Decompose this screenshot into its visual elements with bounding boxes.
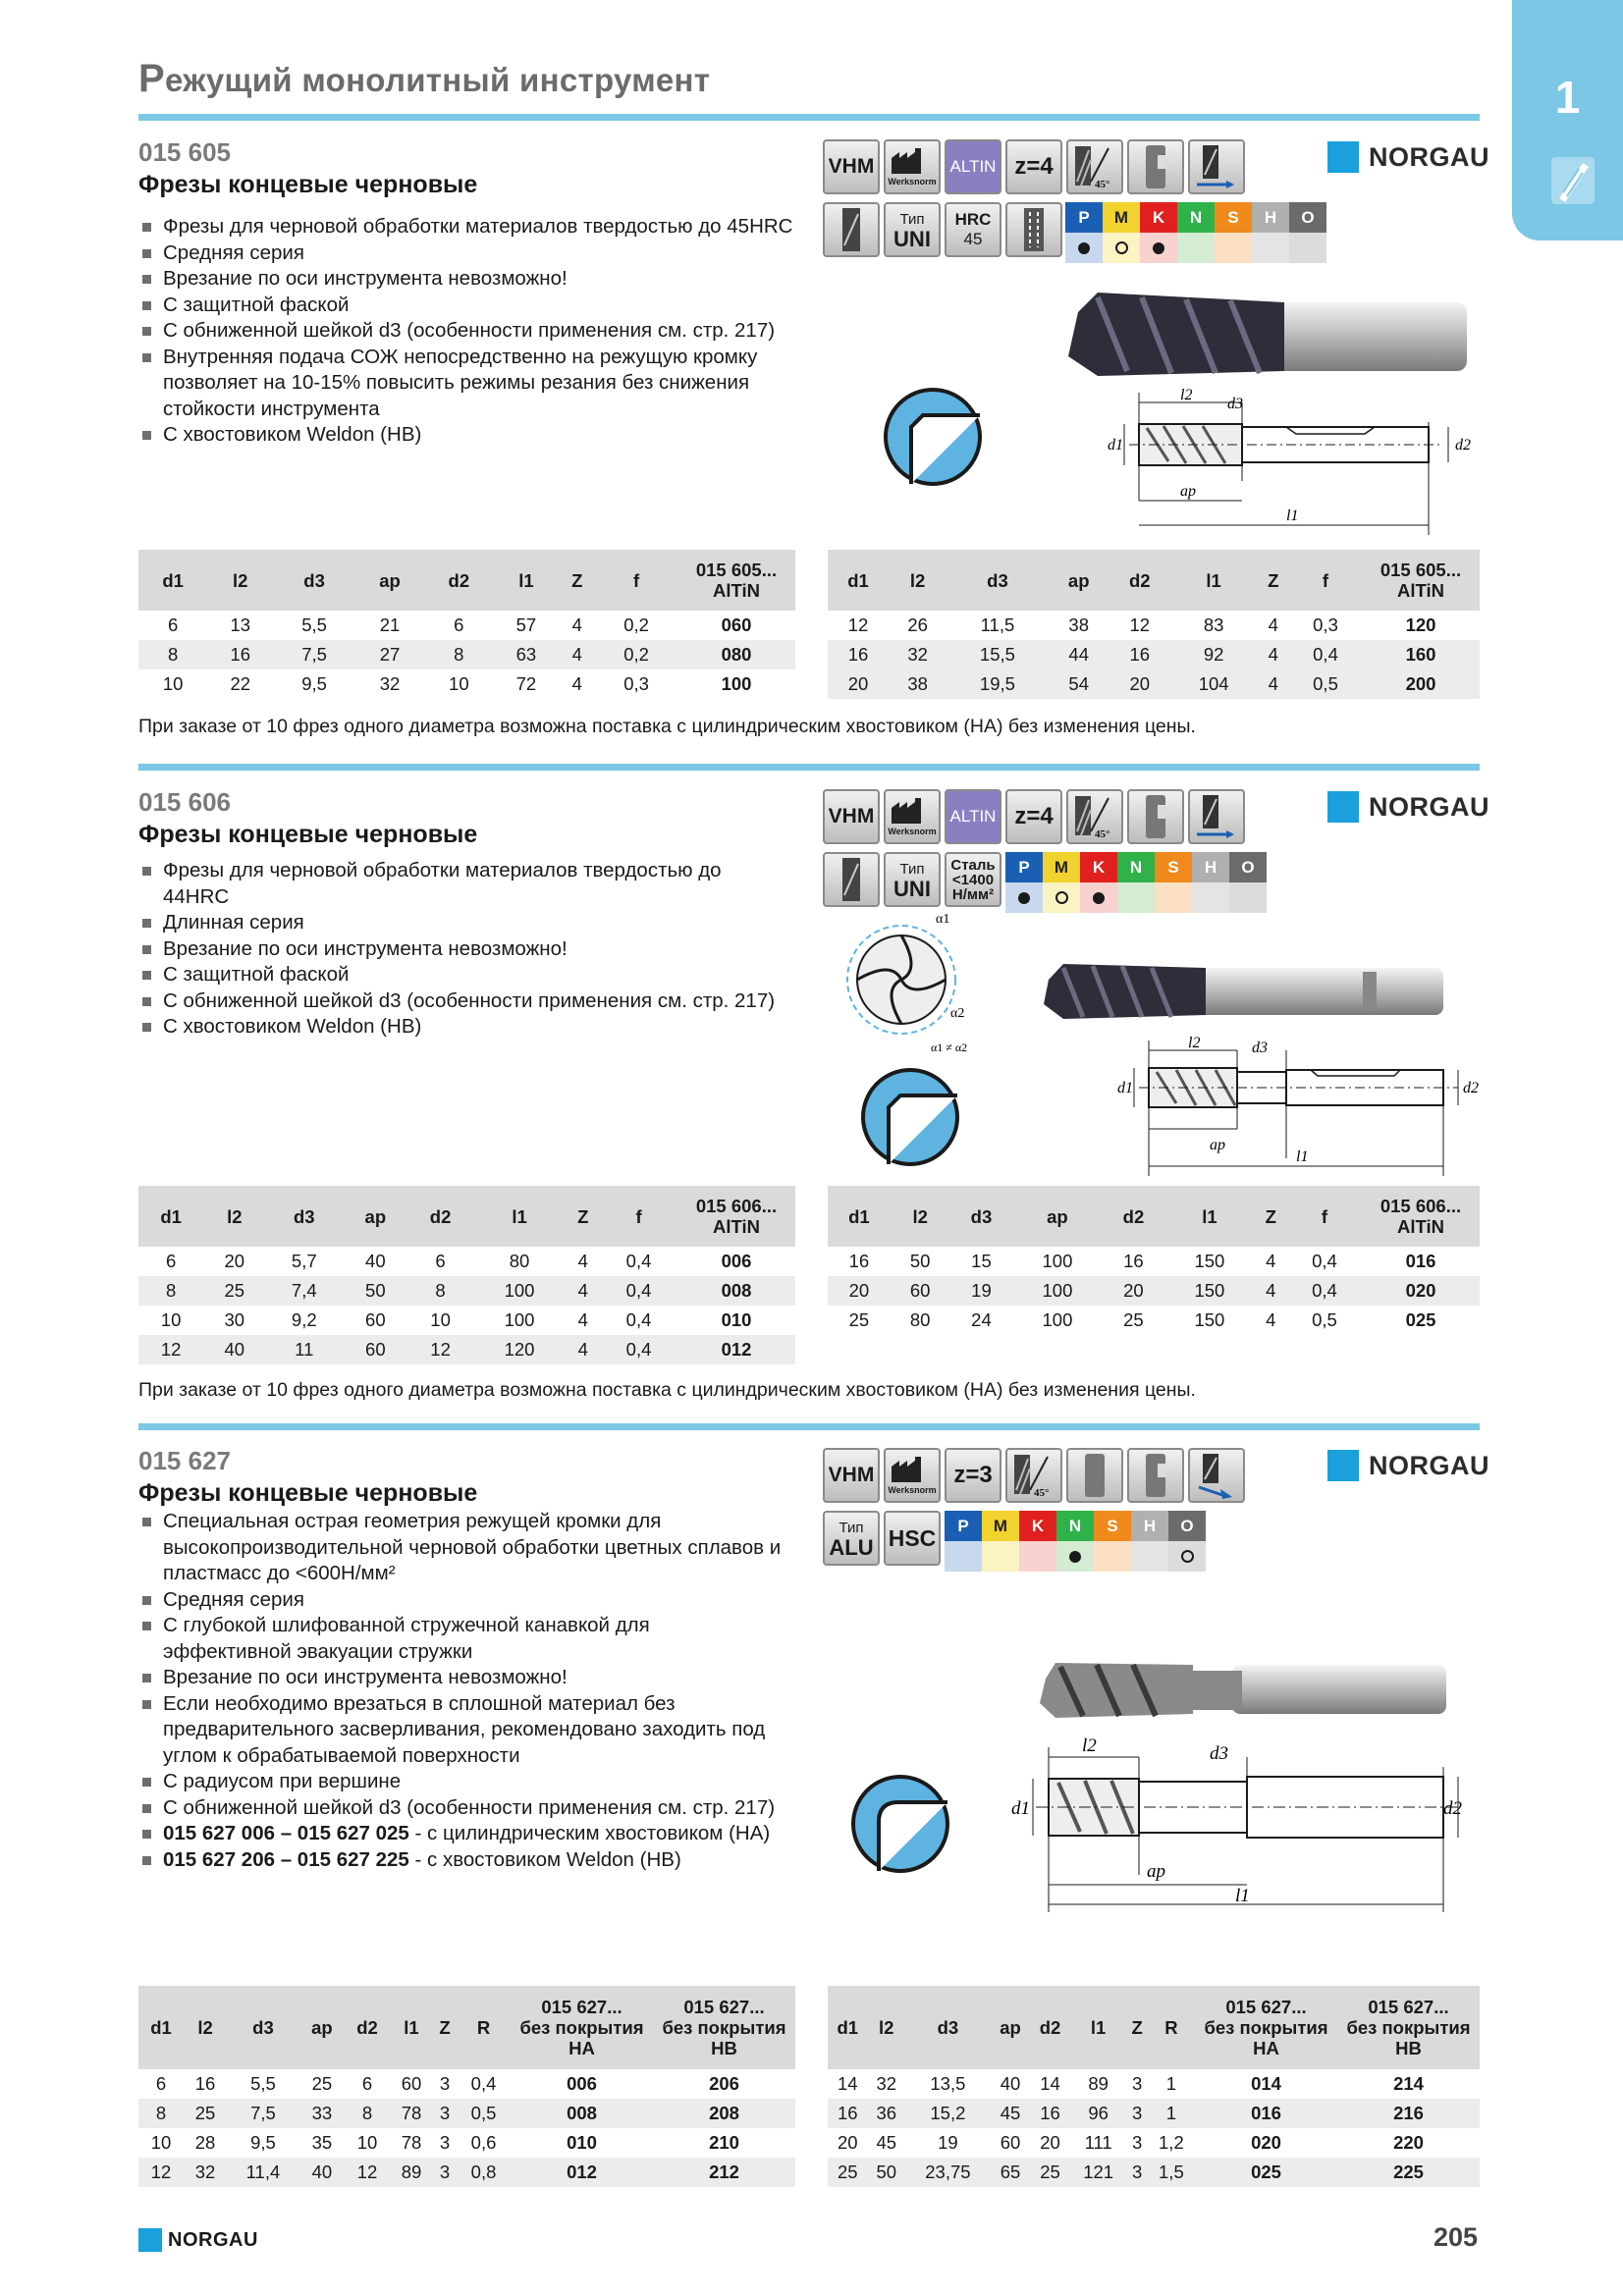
col-header: Z: [566, 1186, 600, 1247]
table-row: 10 22 9,5 32 10 72 4 0,3 100: [162, 673, 752, 694]
feature-item: С обниженной шейкой d3 (особенности применения см. стр. 217): [138, 988, 826, 1015]
feature-item: С обниженной шейкой d3 (особенности применения см. стр. 217): [138, 318, 826, 345]
table-row: 12 40 11 60 12 120 4 0,4 012: [138, 1335, 795, 1364]
helix-angle-icon: [1005, 1448, 1062, 1503]
feature-list: [138, 858, 776, 1041]
material-N: N: [1056, 1511, 1094, 1572]
side-milling-icon: [1188, 139, 1245, 194]
section-divider: [138, 1423, 1480, 1430]
material-S: S: [1215, 202, 1252, 263]
material-M: M: [1103, 202, 1140, 263]
col-header: R: [457, 1986, 511, 2069]
order-note: При заказе от 10 фрез одного диаметра возможна поставка с цилиндрическим хвостовиком (HA) без изменения цены.: [138, 1379, 1196, 1401]
table-row: 20 60 19 100 20 150 4 0,4 020: [828, 1276, 1480, 1306]
endmill-photo: [1036, 1649, 1458, 1728]
helix-angle-icon: [1066, 789, 1123, 844]
dimension-drawing: [1011, 1728, 1473, 1914]
material-O: O: [1168, 1511, 1206, 1572]
col-header: l1: [473, 1186, 567, 1247]
col-header: l1: [493, 550, 559, 611]
col-header: Z: [1258, 550, 1290, 611]
table-row: 14 32 13,5 40 14 89 3 1 014 214: [837, 2073, 1424, 2094]
col-header: R: [1148, 1986, 1195, 2069]
werksnorm-icon: Werksnorm: [884, 1448, 941, 1503]
svg-text:l2: l2: [1180, 387, 1193, 403]
svg-text:l2: l2: [1188, 1035, 1201, 1051]
col-header: l1: [1070, 1986, 1127, 2069]
dimension-drawing: [1100, 1031, 1483, 1178]
feature-list: [138, 1509, 806, 1873]
col-header: d1: [828, 550, 889, 611]
feature-item: Врезание по оси инструмента невозможно!: [138, 1665, 806, 1691]
material-P: P: [1005, 852, 1043, 913]
col-header: d1: [138, 1986, 184, 2069]
page-number: 205: [1434, 2222, 1479, 2252]
endmill-photo: [1039, 950, 1451, 1029]
flutes-icon: z=4: [1005, 139, 1062, 194]
table-row: 25 80 24 100 25 150 4 0,5 025: [848, 1309, 1436, 1330]
feature-item: С хвостовиком Weldon (HB): [138, 422, 826, 449]
table-row: 8 16 7,5 27 8 63 4 0,2 080: [138, 640, 795, 669]
col-header: d3: [265, 1186, 343, 1247]
corner-radius-icon: [849, 1773, 951, 1875]
title-rule: [138, 114, 1480, 121]
col-header: d3: [947, 550, 1049, 611]
table-row: 20 38 19,5 54 20 104 4 0,5 200: [828, 669, 1480, 699]
material-grid: [945, 1511, 1206, 1572]
col-header: l1: [1164, 1186, 1254, 1247]
feature-item: Врезание по оси инструмента невозможно!: [138, 936, 767, 963]
col-header: d2: [1030, 1986, 1069, 2069]
feature-item: С защитной фаской: [138, 293, 826, 319]
vhm-icon: VHM: [823, 139, 880, 194]
spec-table-right: [828, 1186, 1480, 1335]
shank-weldon-icon: [1127, 1448, 1184, 1503]
svg-text:α1: α1: [936, 912, 950, 927]
col-header-code: 015 605... AlTiN: [677, 550, 795, 611]
brand-logo: NORGAU: [1327, 1447, 1489, 1484]
col-header: l2: [891, 1186, 950, 1247]
corner-profile-icon: [859, 1066, 961, 1168]
feature-item: 015 627 206 – 015 627 225 - с хвостовиком Weldon (HB): [138, 1847, 806, 1874]
table-row: 8 25 7,5 33 8 78 3 0,5 008 208: [138, 2099, 795, 2128]
col-header: f: [1287, 1186, 1362, 1247]
table-row: 16 36 15,2 45 16 96 3 1 016 216: [828, 2099, 1480, 2128]
material-K: K: [1140, 202, 1177, 263]
feature-item: 015 627 006 – 015 627 025 - с цилиндрическим хвостовиком (HA): [138, 1821, 806, 1847]
col-header: d1: [828, 1186, 891, 1247]
col-header: d1: [828, 1986, 867, 2069]
col-header: d2: [1103, 1186, 1165, 1247]
table-row: 10 28 9,5 35 10 78 3 0,6 010 210: [150, 2132, 739, 2153]
col-header: d3: [227, 1986, 299, 2069]
feature-item: Специальная острая геометрия режущей кромки для высокопроизводительной черновой обработки цветных сплавов и пластмасс до <600Н/мм²: [138, 1509, 806, 1587]
side-milling-icon: [1188, 789, 1245, 844]
col-header: d2: [424, 550, 493, 611]
feature-item: Внутренняя подача СОЖ непосредственно на режущую кромку позволяет на 10-15% повысить режимы резания без снижения стойкости инструмента: [138, 345, 767, 423]
material-H: H: [1252, 202, 1289, 263]
svg-text:l1: l1: [1286, 507, 1299, 524]
material-P: P: [945, 1511, 982, 1572]
col-header-code: 015 606... AlTiN: [1362, 1186, 1480, 1247]
svg-text:α2: α2: [950, 1006, 965, 1021]
material-grid: [1005, 852, 1267, 913]
feature-item: Если необходимо врезаться в сплошной материал без предварительного засверливания, рекомендовано заходить под углом к обрабатываемой поверхности: [138, 1691, 806, 1770]
order-note: При заказе от 10 фрез одного диаметра возможна поставка с цилиндрическим хвостовиком (HA) без изменения цены.: [138, 716, 1196, 737]
material-H: H: [1131, 1511, 1168, 1572]
col-header: f: [595, 550, 677, 611]
col-header: l1: [390, 1986, 433, 2069]
ramping-icon: [1188, 1448, 1245, 1503]
svg-text:45°: 45°: [1034, 1487, 1050, 1499]
coolant-icon: [1005, 202, 1062, 257]
feature-item: Средняя серия: [138, 1587, 806, 1614]
material-P: P: [1065, 202, 1103, 263]
col-header-code-ha: 015 627... без покрытия HA: [511, 1986, 653, 2069]
table-row: 25 50 23,75 65 25 121 3 1,5 025 225: [828, 2158, 1480, 2187]
table-row: 12 32 11,4 40 12 89 3 0,8 012 212: [138, 2158, 795, 2187]
hrc-icon: HRC 45: [945, 202, 1001, 257]
shank-cylindrical-icon: [1066, 1448, 1123, 1503]
col-header: d3: [905, 1986, 991, 2069]
table-row: 20 45 19 60 20 111 3 1,2 020 220: [837, 2132, 1424, 2153]
svg-text:45°: 45°: [1095, 179, 1110, 190]
werksnorm-icon: Werksnorm: [884, 789, 941, 844]
spec-table-right: [828, 550, 1480, 699]
feature-item: С защитной фаской: [138, 962, 767, 988]
spec-table-left: [138, 550, 795, 699]
col-header: d3: [950, 1186, 1013, 1247]
svg-text:α1 ≠ α2: α1 ≠ α2: [931, 1041, 968, 1054]
col-header: d2: [1109, 550, 1170, 611]
feature-item: С обниженной шейкой d3 (особенности применения см. стр. 217): [138, 1795, 826, 1822]
col-header: ap: [299, 1986, 345, 2069]
dimension-drawing: [1090, 383, 1483, 540]
brand-logo: NORGAU: [1327, 788, 1489, 826]
col-header: d1: [138, 550, 207, 611]
col-header: ap: [1012, 1186, 1102, 1247]
col-header: l1: [1170, 550, 1258, 611]
hsc-icon: HSC: [884, 1511, 941, 1566]
svg-text:ap: ap: [1147, 1861, 1165, 1882]
steel-strength-icon: Сталь <1400 Н/мм²: [945, 852, 1001, 907]
feature-item: Врезание по оси инструмента невозможно!: [138, 266, 826, 293]
feature-item: С радиусом при вершине: [138, 1769, 806, 1795]
type-alu-icon: Тип ALU: [823, 1511, 880, 1566]
section-code: 015 627: [138, 1446, 231, 1475]
werksnorm-icon: Werksnorm: [884, 139, 941, 194]
material-K: K: [1019, 1511, 1056, 1572]
altin-coating-icon: ALTIN: [945, 139, 1001, 194]
svg-text:d1: d1: [1117, 1080, 1133, 1096]
col-header: d1: [138, 1186, 203, 1247]
cutter-type-icon: [823, 202, 880, 257]
table-row: 6 16 5,5 25 6 60 3 0,4 006 206: [155, 2073, 739, 2094]
svg-text:l2: l2: [1082, 1735, 1097, 1756]
col-header: l2: [889, 550, 947, 611]
col-header-code-hb: 015 627... без покрытия HB: [1337, 1986, 1480, 2069]
material-M: M: [1043, 852, 1080, 913]
svg-text:ap: ap: [1210, 1137, 1225, 1153]
spec-table-right: [828, 1986, 1480, 2187]
feature-item: Фрезы для черновой обработки материалов твердостью до 44HRC: [138, 858, 767, 910]
svg-text:d2: d2: [1443, 1798, 1462, 1819]
section-title: Фрезы концевые черновые: [138, 1479, 478, 1507]
col-header: ap: [355, 550, 424, 611]
feature-list: [138, 214, 826, 449]
table-row: 12 26 11,5 38 12 83 4 0,3 120: [847, 614, 1436, 635]
material-M: M: [982, 1511, 1019, 1572]
material-S: S: [1155, 852, 1192, 913]
footer-brand-logo: NORGAU: [138, 2228, 258, 2252]
table-row: 6 20 5,7 40 6 80 4 0,4 006: [165, 1251, 752, 1271]
helix-angle-icon: [1066, 139, 1123, 194]
drill-icon: [1549, 155, 1596, 206]
table-row: 8 25 7,4 50 8 100 4 0,4 008: [138, 1276, 795, 1306]
col-header: ap: [343, 1186, 407, 1247]
material-S: S: [1094, 1511, 1131, 1572]
material-H: H: [1192, 852, 1229, 913]
col-header: d3: [273, 550, 355, 611]
material-O: O: [1289, 202, 1326, 263]
page-title: Режущий монолитный инструмент: [138, 57, 711, 100]
col-header: d2: [345, 1986, 390, 2069]
col-header-code-ha: 015 627... без покрытия HA: [1195, 1986, 1337, 2069]
material-K: K: [1080, 852, 1117, 913]
table-row: 16 50 15 100 16 150 4 0,4 016: [848, 1251, 1436, 1271]
material-grid: [1065, 202, 1326, 263]
spec-table-left: [138, 1986, 795, 2187]
table-row: 6 13 5,5 21 6 57 4 0,2 060: [167, 614, 752, 635]
endmill-photo: [1058, 263, 1490, 391]
altin-coating-icon: ALTIN: [945, 789, 1001, 844]
col-header: Z: [1255, 1186, 1287, 1247]
flutes-icon: z=3: [945, 1448, 1001, 1503]
type-uni-icon: Тип UNI: [884, 852, 941, 907]
shank-weldon-icon: [1127, 139, 1184, 194]
material-N: N: [1117, 852, 1155, 913]
col-header: Z: [559, 550, 595, 611]
vhm-icon: VHM: [823, 1448, 880, 1503]
material-N: N: [1177, 202, 1215, 263]
cross-section-diagram: [842, 911, 1019, 1058]
table-row: 16 32 15,5 44 16 92 4 0,4 160: [828, 640, 1480, 669]
table-row: 10 30 9,2 60 10 100 4 0,4 010: [160, 1309, 752, 1330]
svg-text:d3: d3: [1227, 396, 1243, 412]
chapter-number: 1: [1554, 72, 1581, 123]
svg-text:d3: d3: [1252, 1040, 1268, 1056]
material-O: O: [1229, 852, 1267, 913]
shank-weldon-icon: [1127, 789, 1184, 844]
feature-item: Длинная серия: [138, 910, 767, 936]
svg-text:l1: l1: [1296, 1148, 1309, 1165]
feature-item: Фрезы для черновой обработки материалов твердостью до 45HRC: [138, 214, 826, 240]
flutes-icon: z=4: [1005, 789, 1062, 844]
col-header: f: [1289, 550, 1362, 611]
svg-text:d3: d3: [1210, 1743, 1228, 1764]
svg-text:l1: l1: [1235, 1886, 1250, 1906]
col-header: l2: [184, 1986, 227, 2069]
col-header: Z: [1127, 1986, 1148, 2069]
chapter-tab[interactable]: [1512, 0, 1623, 240]
spec-table-left: [138, 1186, 795, 1364]
col-header: f: [600, 1186, 677, 1247]
svg-text:45°: 45°: [1095, 828, 1110, 840]
type-uni-icon: Тип UNI: [884, 202, 941, 257]
corner-profile-icon: [882, 386, 984, 488]
feature-item: С глубокой шлифованной стружечной канавкой для эффективной эвакуации стружки: [138, 1613, 728, 1665]
svg-text:d2: d2: [1463, 1080, 1479, 1096]
brand-logo: NORGAU: [1327, 138, 1489, 176]
section-code: 015 605: [138, 137, 231, 167]
col-header-code-hb: 015 627... без покрытия HB: [653, 1986, 795, 2069]
svg-text:d2: d2: [1455, 437, 1471, 454]
cutter-type-icon: [823, 852, 880, 907]
feature-item: Средняя серия: [138, 240, 826, 267]
col-header: l2: [867, 1986, 905, 2069]
section-code: 015 606: [138, 787, 231, 817]
svg-text:ap: ap: [1180, 483, 1196, 500]
col-header: ap: [991, 1986, 1030, 2069]
col-header-code: 015 606... AlTiN: [677, 1186, 795, 1247]
svg-text:d1: d1: [1011, 1798, 1030, 1819]
col-header: l2: [203, 1186, 265, 1247]
col-header: ap: [1049, 550, 1109, 611]
feature-item: С хвостовиком Weldon (HB): [138, 1014, 767, 1041]
section-divider: [138, 764, 1480, 771]
section-title: Фрезы концевые черновые: [138, 171, 478, 198]
vhm-icon: VHM: [823, 789, 880, 844]
col-header: l2: [207, 550, 273, 611]
col-header: d2: [407, 1186, 472, 1247]
section-title: Фрезы концевые черновые: [138, 821, 478, 848]
col-header-code: 015 605... AlTiN: [1362, 550, 1480, 611]
svg-text:d1: d1: [1108, 437, 1123, 454]
col-header: Z: [433, 1986, 457, 2069]
